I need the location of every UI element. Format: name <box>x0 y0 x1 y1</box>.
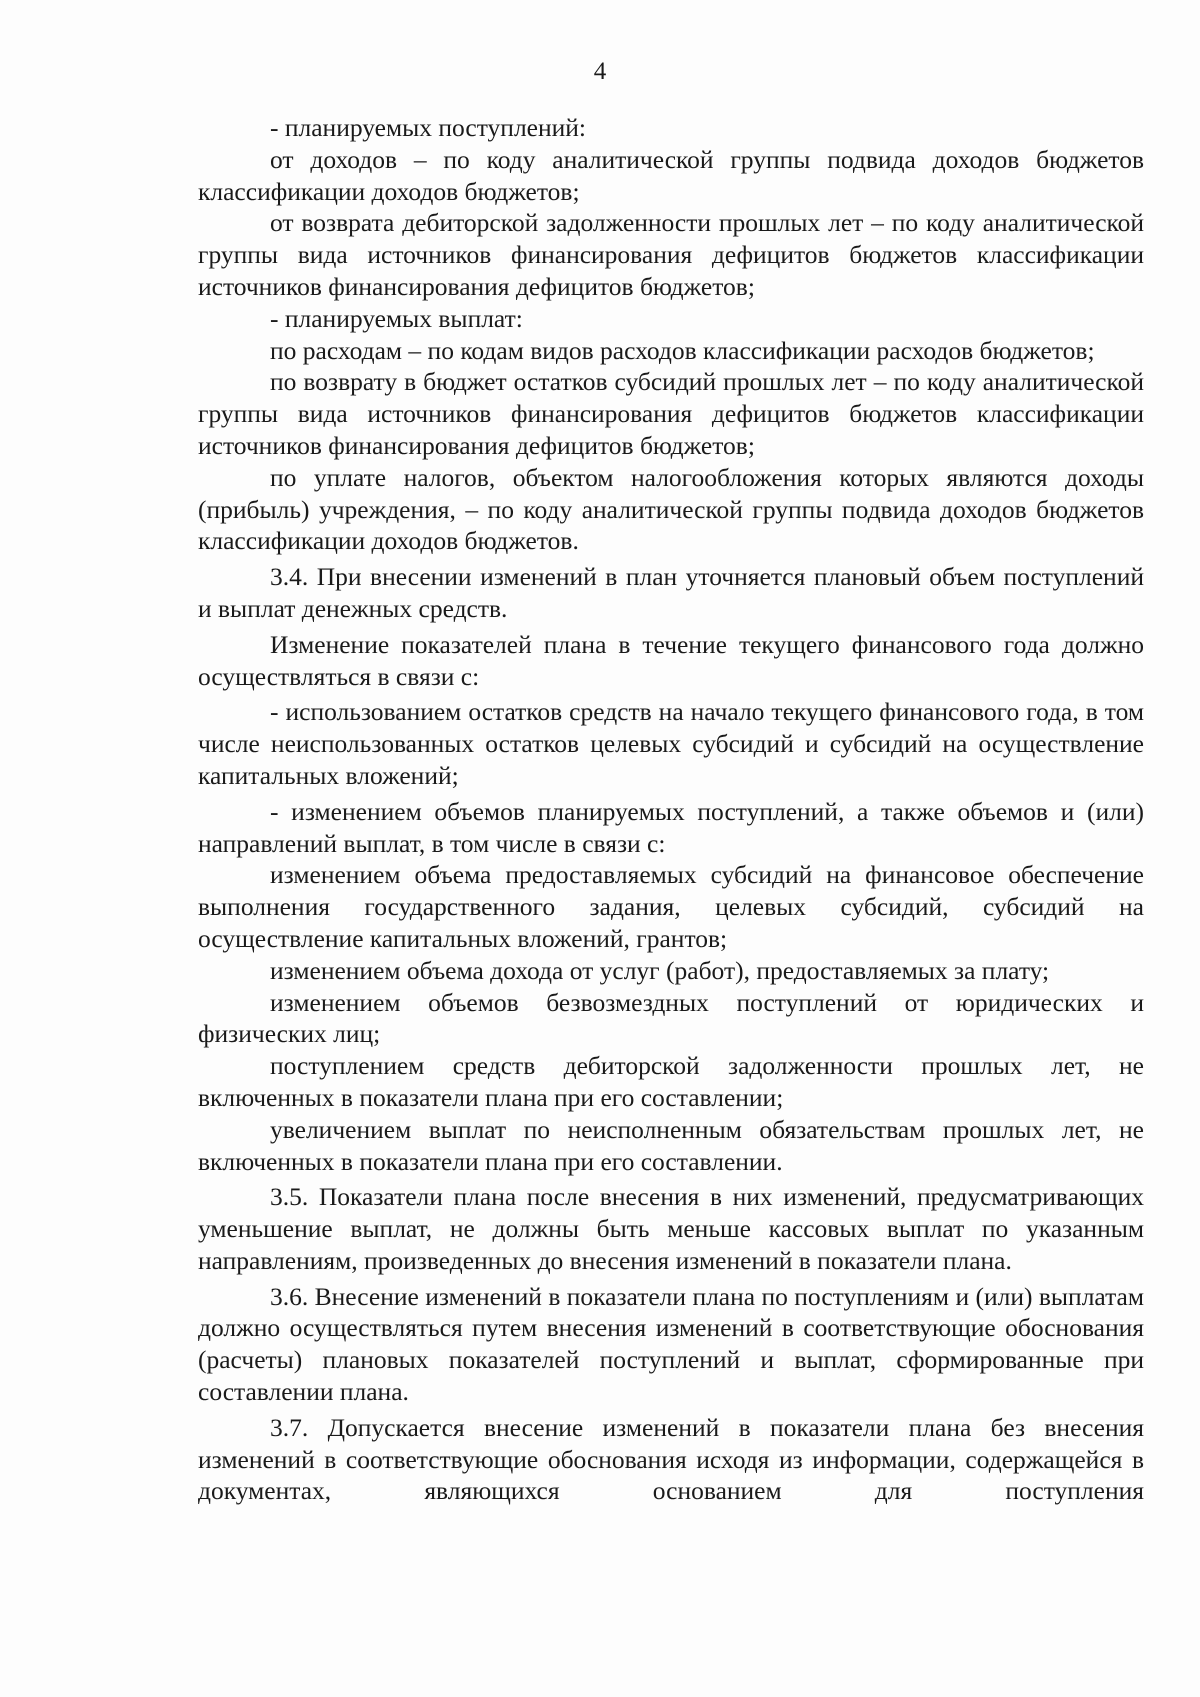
paragraph: Изменение показателей плана в течение текущего финансового года должно осуществляться в связи с: <box>198 629 1144 691</box>
page-number: 4 <box>593 58 607 85</box>
paragraph: - планируемых поступлений: <box>270 113 587 142</box>
paragraph: - использованием остатков средств на начало текущего финансового года, в том числе неиспользованных остатков целевых субсидий и субсидий на осуществление капитальных вложений; <box>198 697 1144 790</box>
paragraph: от доходов – по коду аналитической группы подвида доходов бюджетов классификации доходов бюджетов; <box>198 144 1144 206</box>
paragraph: от возврата дебиторской задолженности прошлых лет – по коду аналитической группы вида источников финансирования дефицитов бюджетов классификации источников финансирования дефицитов бюджетов; <box>198 208 1144 301</box>
paragraph: по расходам – по кодам видов расходов классификации расходов бюджетов; <box>270 335 1095 365</box>
paragraph: изменением объема предоставляемых субсидий на финансовое обеспечение выполнения государственного задания, целевых субсидий, субсидий на осуществление капитальных вложений, грантов; <box>198 860 1144 953</box>
document-body <box>198 112 1144 1507</box>
paragraph: - планируемых выплат: <box>270 303 523 333</box>
paragraph: изменением объема дохода от услуг (работ), предоставляемых за плату; <box>270 955 1050 985</box>
paragraph: - изменением объемов планируемых поступлений, а также объемов и (или) направлений выплат, в том числе в связи с: <box>198 796 1144 858</box>
paragraph: увеличением выплат по неисполненным обязательствам прошлых лет, не включенных в показатели плана при его составлении. <box>198 1114 1144 1176</box>
paragraph: 3.5. Показатели плана после внесения в них изменений, предусматривающих уменьшение выплат, не должны быть меньше кассовых выплат по указанным направлениям, произведенных до внесения изменений в показатели плана. <box>198 1182 1144 1275</box>
paragraph: 3.7. Допускается внесение изменений в показатели плана без внесения изменений в соответствующие обоснования исходя из информации, содержащейся в документах, являющихся основанием для поступления <box>198 1412 1144 1506</box>
paragraph: изменением объемов безвозмездных поступлений от юридических и физических лиц; <box>198 987 1144 1049</box>
paragraph: 3.4. При внесении изменений в план уточняется плановый объем поступлений и выплат денежных средств. <box>198 562 1144 623</box>
paragraph: по возврату в бюджет остатков субсидий прошлых лет – по коду аналитической группы вида источников финансирования дефицитов бюджетов классификации источников финансирования дефицитов бюджетов; <box>198 367 1144 460</box>
paragraph: поступлением средств дебиторской задолженности прошлых лет, не включенных в показатели плана при его составлении; <box>198 1051 1144 1112</box>
paragraph: 3.6. Внесение изменений в показатели плана по поступлениям и (или) выплатам должно осуществляться путем внесения изменений в соответствующие обоснования (расчеты) плановых показателей поступлений и выплат, сформированные при составлении плана. <box>198 1281 1144 1407</box>
paragraph: по уплате налогов, объектом налогообложения которых являются доходы (прибыль) учреждения, – по коду аналитической группы подвида доходов бюджетов классификации доходов бюджетов. <box>198 462 1144 556</box>
